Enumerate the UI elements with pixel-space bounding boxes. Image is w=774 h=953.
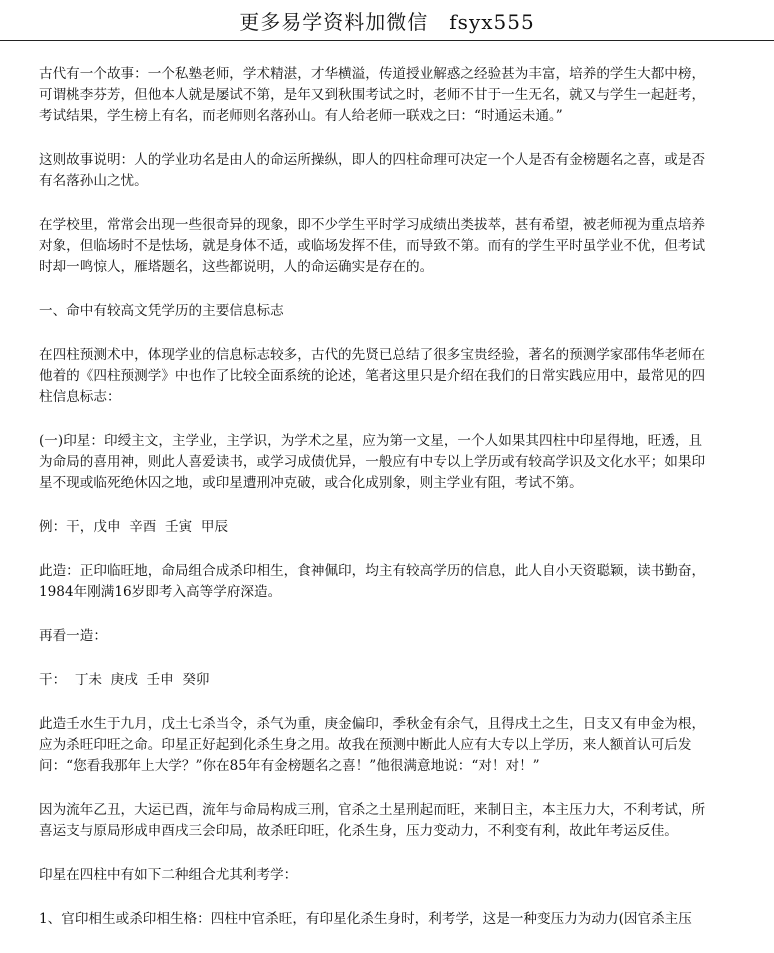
- paragraph-example-1-analysis: 此造：正印临旺地，命局组合成杀印相生，食神佩印，均主有较高学历的信息，此人自小天资聪颖，读书勤奋，1984年刚满16岁即考入高等学府深造。: [39, 563, 706, 600]
- paragraph-combination-1: 1、官印相生或杀印相生格：四柱中官杀旺，有印星化杀生身时，利考学，这是一种变压力为动力(因官杀主压: [39, 911, 692, 927]
- paragraph-combinations-intro: 印星在四柱中有如下二种组合尤其利考学：: [39, 867, 298, 883]
- document-body: [39, 64, 715, 953]
- header-divider: [0, 40, 774, 41]
- section-heading-1: 一、命中有较高文凭学历的主要信息标志: [39, 303, 284, 319]
- paragraph-liunian-analysis: 因为流年乙丑，大运已酉，流年与命局构成三刑，官杀之土星刑起而旺，来制日主，本主压力大，不利考试，所喜运支与原局形成申酉戌三会印局，故杀旺印旺，化杀生身，压力变动力，不利变有利，故此年考运反佳。: [39, 802, 706, 839]
- paragraph-intro-signs: 在四柱预测术中，体现学业的信息标志较多，古代的先贤已总结了很多宝贵经验，著名的预测学家邵伟华老师在他着的《四柱预测学》中也作了比较全面系统的论述，笔者这里只是介绍在我们的日常实践应用中，最常见的四柱信息标志：: [39, 347, 706, 405]
- paragraph-story: 古代有一个故事：一个私塾老师，学术精湛，才华横溢，传道授业解惑之经验甚为丰富，培养的学生大都中榜，可谓桃李芬芳，但他本人就是屡试不第，是年又到秋围考试之时，老师不甘于一生无名，就又与学生一起赶考，考试结果，学生榜上有名，而老师则名落孙山。有人给老师一联戏之曰：“时通运未通。”: [39, 66, 706, 124]
- paragraph-yin-star: (一)印星：印绶主文，主学业，主学识，为学术之星，应为第一文星，一个人如果其四柱中印星得地，旺透，且为命局的喜用神，则此人喜爱读书，或学习成债优异，一般应有中专以上学历或有较高学识及文化水平；如果印星不现或临死绝休囚之地，或印星遭刑冲克破，或合化成别象，则主学业有阻，考试不第。: [39, 433, 706, 491]
- paragraph-another-example: 再看一造：: [39, 628, 107, 644]
- paragraph-story-meaning: 这则故事说明：人的学业功名是由人的命运所操纵，即人的四柱命理可决定一个人是否有金榜题名之喜，或是否有名落孙山之忧。: [39, 152, 706, 189]
- page-header: 更多易学资料加微信 fsyx555: [239, 10, 535, 34]
- example-chart-2: 干： 丁未 庚戌 壬申 癸卯: [39, 672, 210, 688]
- paragraph-example-2-analysis: 此造壬水生于九月，戊土七杀当令，杀气为重，庚金偏印，季秋金有余气，且得戌土之生，日支又有申金为根，应为杀旺印旺之命。印星正好起到化杀生身之用。故我在预测中断此人应有大专以上学历，来人额首认可后发问：“您看我那年上大学？”你在85年有金榜题名之喜！”他很满意地说：“对！对！”: [39, 716, 706, 774]
- paragraph-school-phenomenon: 在学校里，常常会出现一些很奇异的现象，即不少学生平时学习成绩出类拔萃，甚有希望，被老师视为重点培养对象，但临场时不是怯场，就是身体不适，或临场发挥不佳，而导致不第。而有的学生平时虽学业不优，但考试时却一鸣惊人，雁塔题名，这些都说明，人的命运确实是存在的。: [39, 217, 706, 275]
- example-chart-1: 例：干，戊申 辛酉 壬寅 甲辰: [39, 519, 229, 535]
